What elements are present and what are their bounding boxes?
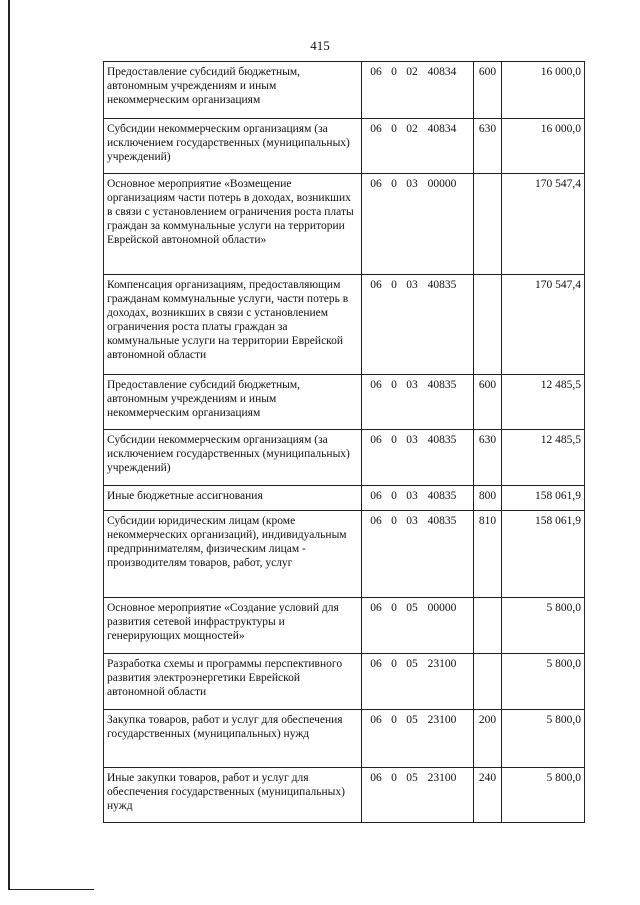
code-event: 03 [406, 515, 418, 527]
row-amount: 158 061,9 [502, 486, 585, 511]
code-direction: 40834 [427, 66, 457, 78]
table-row [104, 375, 585, 430]
table-row [104, 486, 585, 511]
code-direction: 40835 [427, 490, 457, 502]
scan-bottom-mark [8, 889, 94, 890]
code-event: 03 [406, 434, 418, 446]
code-direction: 23100 [427, 772, 457, 784]
code-section: 06 [370, 490, 382, 502]
row-expense-type [474, 598, 502, 654]
row-name: Закупка товаров, работ и услуг для обеспечения государственных (муниципальных) нужд [104, 710, 362, 768]
row-expense-type: 600 [474, 375, 502, 430]
row-codes [362, 598, 474, 654]
row-name: Основное мероприятие «Создание условий для развития сетевой инфраструктуры и генерирующих мощностей» [104, 598, 362, 654]
row-name: Предоставление субсидий бюджетным, автономным учреждениям и иным некоммерческим организациям [104, 62, 362, 119]
code-part: 0 [391, 658, 397, 670]
row-codes [362, 654, 474, 710]
row-amount: 170 547,4 [502, 275, 585, 375]
code-event: 03 [406, 490, 418, 502]
row-codes [362, 710, 474, 768]
code-section: 06 [370, 66, 382, 78]
row-amount: 170 547,4 [502, 174, 585, 275]
code-part: 0 [391, 515, 397, 527]
budget-table [103, 61, 585, 823]
code-section: 06 [370, 434, 382, 446]
row-codes [362, 275, 474, 375]
row-expense-type: 630 [474, 119, 502, 174]
row-codes [362, 119, 474, 174]
code-event: 02 [406, 66, 418, 78]
row-amount: 5 800,0 [502, 598, 585, 654]
code-event: 05 [406, 658, 418, 670]
code-part: 0 [391, 714, 397, 726]
row-amount: 5 800,0 [502, 768, 585, 823]
code-part: 0 [391, 123, 397, 135]
code-section: 06 [370, 772, 382, 784]
code-part: 0 [391, 178, 397, 190]
table-row [104, 654, 585, 710]
row-name: Субсидии некоммерческим организациям (за исключением государственных (муниципальных) учреждений) [104, 119, 362, 174]
table-row [104, 174, 585, 275]
code-event: 02 [406, 123, 418, 135]
table-row [104, 62, 585, 119]
code-section: 06 [370, 714, 382, 726]
code-direction: 00000 [427, 178, 457, 190]
scan-left-border [8, 0, 10, 890]
row-codes [362, 486, 474, 511]
row-name: Иные закупки товаров, работ и услуг для обеспечения государственных (муниципальных) нужд [104, 768, 362, 823]
row-expense-type: 800 [474, 486, 502, 511]
code-event: 03 [406, 379, 418, 391]
table-row [104, 511, 585, 598]
row-amount: 12 485,5 [502, 430, 585, 486]
row-amount: 12 485,5 [502, 375, 585, 430]
code-direction: 00000 [427, 602, 457, 614]
row-name: Разработка схемы и программы перспективного развития электроэнергетики Еврейской автономной области [104, 654, 362, 710]
row-name: Субсидии юридическим лицам (кроме некоммерческих организаций), индивидуальным предпринимателям, физическим лицам - производителям товаров, работ, услуг [104, 511, 362, 598]
code-section: 06 [370, 602, 382, 614]
table-row [104, 710, 585, 768]
code-part: 0 [391, 490, 397, 502]
code-section: 06 [370, 658, 382, 670]
table-row [104, 275, 585, 375]
row-codes [362, 174, 474, 275]
code-section: 06 [370, 515, 382, 527]
row-name: Субсидии некоммерческим организациям (за исключением государственных (муниципальных) учреждений) [104, 430, 362, 486]
code-section: 06 [370, 123, 382, 135]
code-event: 03 [406, 178, 418, 190]
row-expense-type: 240 [474, 768, 502, 823]
table-row [104, 119, 585, 174]
page-number: 415 [310, 38, 330, 53]
row-amount: 5 800,0 [502, 654, 585, 710]
row-expense-type: 630 [474, 430, 502, 486]
code-section: 06 [370, 178, 382, 190]
row-expense-type: 200 [474, 710, 502, 768]
code-event: 05 [406, 772, 418, 784]
code-event: 05 [406, 714, 418, 726]
row-expense-type: 810 [474, 511, 502, 598]
code-part: 0 [391, 66, 397, 78]
code-part: 0 [391, 602, 397, 614]
code-section: 06 [370, 279, 382, 291]
row-amount: 5 800,0 [502, 710, 585, 768]
table-row [104, 598, 585, 654]
code-direction: 23100 [427, 658, 457, 670]
row-name: Основное мероприятие «Возмещение организациям части потерь в доходах, возникших в связи с установлением ограничения роста платы граждан за коммунальные услуги на территории Еврейской автономной области» [104, 174, 362, 275]
row-codes [362, 768, 474, 823]
row-name: Предоставление субсидий бюджетным, автономным учреждениям и иным некоммерческим организациям [104, 375, 362, 430]
code-event: 03 [406, 279, 418, 291]
code-part: 0 [391, 772, 397, 784]
row-amount: 16 000,0 [502, 119, 585, 174]
row-amount: 16 000,0 [502, 62, 585, 119]
code-event: 05 [406, 602, 418, 614]
code-direction: 40835 [427, 279, 457, 291]
code-direction: 40835 [427, 379, 457, 391]
row-expense-type [474, 174, 502, 275]
row-name: Иные бюджетные ассигнования [104, 486, 362, 511]
row-codes [362, 375, 474, 430]
row-expense-type [474, 275, 502, 375]
code-direction: 40834 [427, 123, 457, 135]
code-direction: 40835 [427, 515, 457, 527]
table-row [104, 430, 585, 486]
row-amount: 158 061,9 [502, 511, 585, 598]
row-codes [362, 511, 474, 598]
code-part: 0 [391, 379, 397, 391]
row-codes [362, 430, 474, 486]
code-direction: 23100 [427, 714, 457, 726]
row-codes [362, 62, 474, 119]
code-direction: 40835 [427, 434, 457, 446]
code-part: 0 [391, 434, 397, 446]
table-row [104, 768, 585, 823]
row-expense-type: 600 [474, 62, 502, 119]
row-expense-type [474, 654, 502, 710]
row-name: Компенсация организациям, предоставляющим гражданам коммунальные услуги, части потерь в доходах, возникших в связи с установлением ограничения роста платы граждан за коммунальные услуги на территории Еврейской автономной области [104, 275, 362, 375]
code-section: 06 [370, 379, 382, 391]
code-part: 0 [391, 279, 397, 291]
